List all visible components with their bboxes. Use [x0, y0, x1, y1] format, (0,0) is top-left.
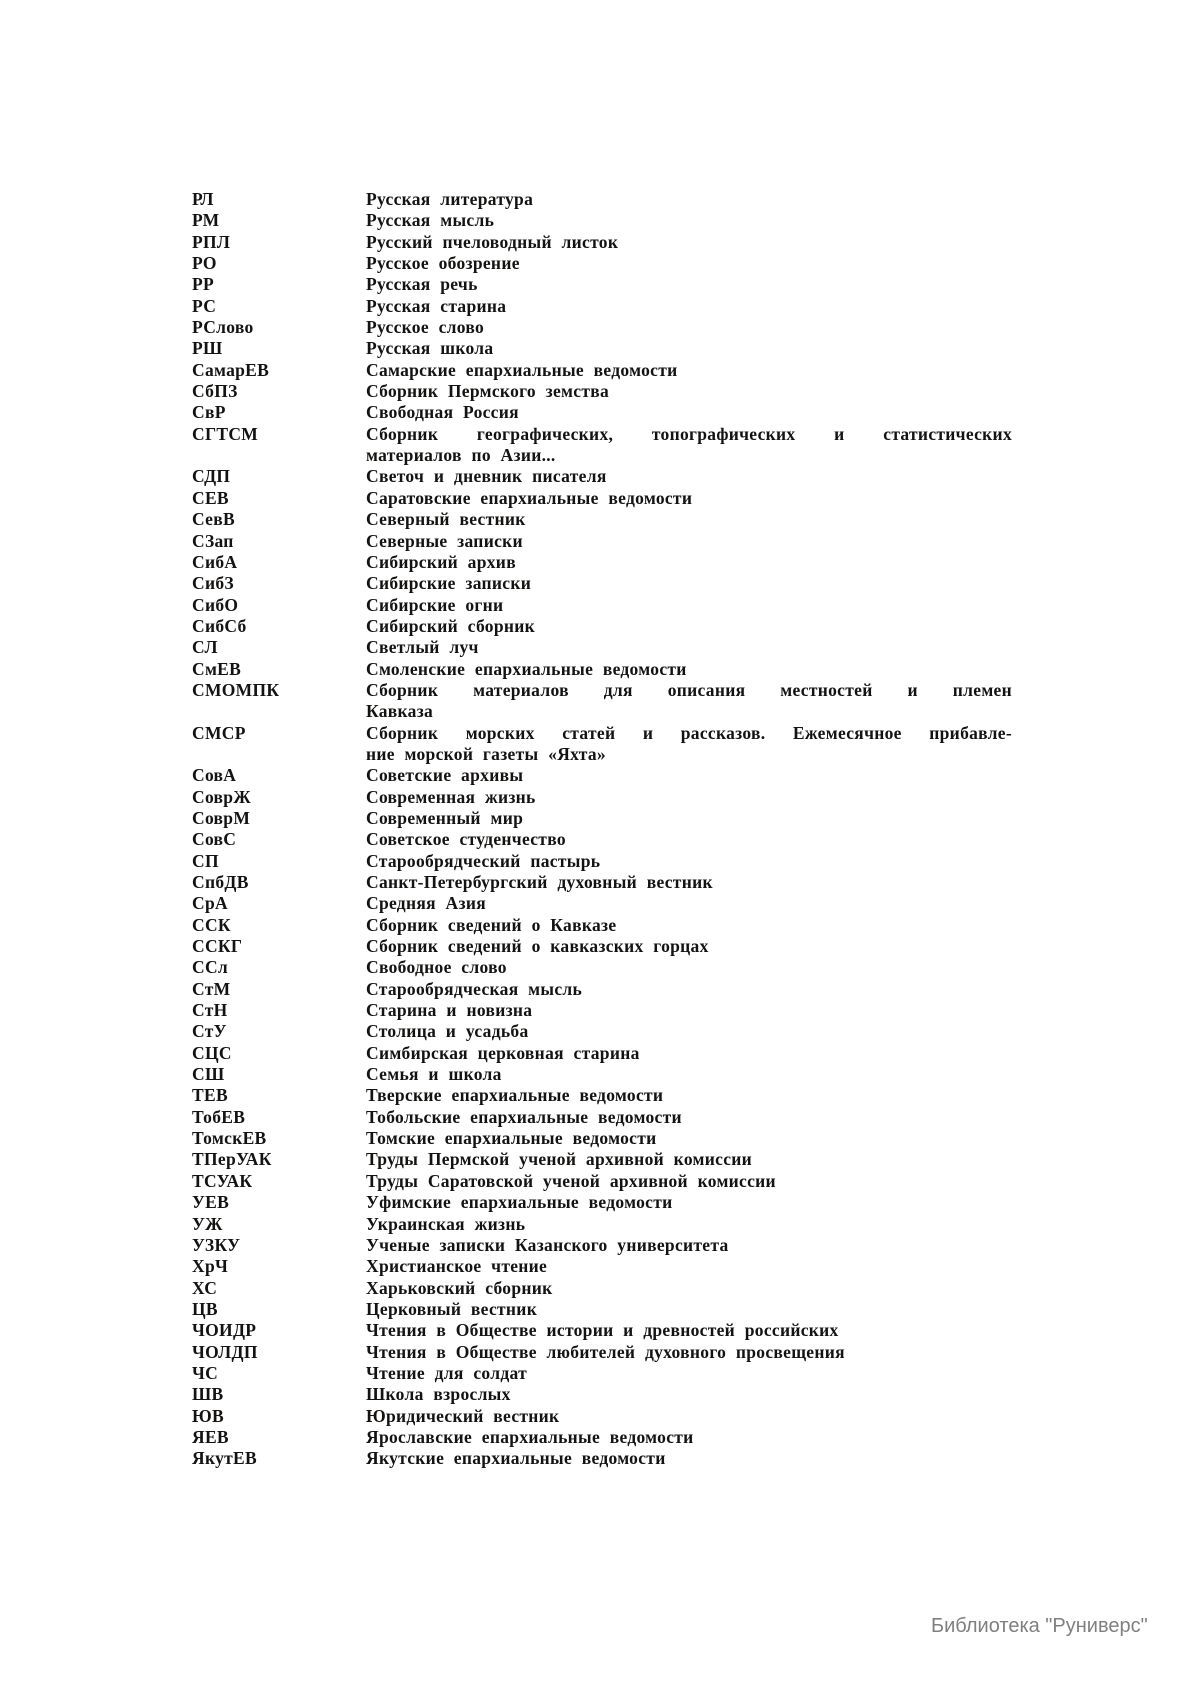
abbreviation-definition — [366, 1235, 1012, 1256]
definition-line: Русская мысль — [366, 210, 495, 231]
abbreviation-code: ЧОИДР — [192, 1320, 257, 1341]
abbreviation-code: РО — [192, 253, 217, 274]
abbreviation-definition — [366, 893, 1012, 914]
abbreviation-definition — [366, 1342, 1012, 1363]
definition-line: Смоленские епархиальные ведомости — [366, 658, 687, 679]
definition-line: Кавказа — [366, 701, 434, 722]
abbreviation-code: ЧОЛДП — [192, 1341, 258, 1362]
abbreviation-row — [192, 531, 1012, 552]
abbreviation-row — [192, 1256, 1012, 1277]
abbreviation-code: ХС — [192, 1277, 218, 1298]
abbreviation-code: ТомскЕВ — [192, 1128, 267, 1149]
abbreviation-row — [192, 936, 1012, 957]
abbreviation-code: УЖ — [192, 1213, 223, 1234]
definition-line: Светлый луч — [366, 637, 479, 658]
abbreviation-code: ССл — [192, 957, 228, 978]
abbreviation-code: РПЛ — [192, 231, 231, 252]
abbreviation-row — [192, 1342, 1012, 1363]
abbreviation-row — [192, 232, 1012, 253]
abbreviation-code: СоврЖ — [192, 786, 251, 807]
definition-line: Украинская жизнь — [366, 1213, 526, 1234]
abbreviation-code: СГТСМ — [192, 423, 259, 444]
abbreviation-code: УЗКУ — [192, 1234, 241, 1255]
abbreviation-definition — [366, 402, 1012, 423]
abbreviation-row — [192, 787, 1012, 808]
abbreviation-definition — [366, 851, 1012, 872]
definition-line: Сборник морских статей и рассказов. Ежемесячное прибавле- — [366, 722, 1012, 743]
abbreviation-row — [192, 851, 1012, 872]
abbreviation-row — [192, 765, 1012, 786]
abbreviation-definition — [366, 1085, 1012, 1106]
abbreviation-definition — [366, 829, 1012, 850]
definition-line: Семья и школа — [366, 1064, 502, 1085]
definition-line: Сборник сведений о Кавказе — [366, 914, 617, 935]
definition-line: Советское студенчество — [366, 829, 566, 850]
abbreviation-code: СтН — [192, 1000, 228, 1021]
abbreviation-definition — [366, 210, 1012, 231]
abbreviation-definition — [366, 189, 1012, 210]
abbreviation-row — [192, 1214, 1012, 1235]
definition-line: Санкт-Петербургский духовный вестник — [366, 872, 713, 892]
abbreviation-code: РР — [192, 274, 214, 295]
definition-line: Тобольские епархиальные ведомости — [366, 1106, 682, 1127]
abbreviation-row — [192, 1171, 1012, 1192]
abbreviation-code: ТЕВ — [192, 1085, 228, 1106]
abbreviation-code: ТПерУАК — [192, 1149, 272, 1170]
definition-line: Харьковский сборник — [366, 1277, 553, 1298]
abbreviation-definition — [366, 573, 1012, 594]
abbreviation-definition — [366, 1043, 1012, 1064]
abbreviation-definition — [366, 872, 1012, 893]
abbreviation-code: СШ — [192, 1064, 225, 1085]
abbreviation-row — [192, 466, 1012, 487]
abbreviation-definition — [366, 915, 1012, 936]
abbreviation-definition — [366, 1192, 1012, 1213]
abbreviation-row — [192, 723, 1012, 766]
abbreviation-code: СЛ — [192, 637, 218, 658]
abbreviation-code: СМСР — [192, 722, 246, 743]
abbreviation-code: РЛ — [192, 189, 214, 209]
abbreviation-definition — [366, 466, 1012, 487]
abbreviation-row — [192, 659, 1012, 680]
abbreviation-code: ЧС — [192, 1362, 219, 1383]
definition-line: Русская школа — [366, 338, 494, 359]
abbreviation-row — [192, 1064, 1012, 1085]
abbreviation-row — [192, 296, 1012, 317]
definition-line: Ярославские епархиальные ведомости — [366, 1426, 694, 1447]
abbreviation-definition — [366, 424, 1012, 467]
abbreviation-row — [192, 1128, 1012, 1149]
abbreviation-definition — [366, 531, 1012, 552]
abbreviation-row — [192, 509, 1012, 530]
abbreviation-code: СевВ — [192, 509, 235, 530]
abbreviation-code: РС — [192, 295, 217, 316]
abbreviation-row — [192, 1192, 1012, 1213]
abbreviation-definition — [366, 680, 1012, 723]
abbreviation-code: ЯкутЕВ — [192, 1448, 257, 1469]
definition-line: Юридический вестник — [366, 1405, 560, 1426]
definition-line: Церковный вестник — [366, 1298, 538, 1319]
abbreviation-code: ШВ — [192, 1384, 224, 1405]
abbreviation-code: ССКГ — [192, 936, 243, 957]
abbreviation-row — [192, 957, 1012, 978]
definition-line: Томские епархиальные ведомости — [366, 1128, 657, 1149]
definition-line: Старообрядческая мысль — [366, 978, 583, 999]
abbreviation-definition — [366, 1171, 1012, 1192]
abbreviation-code: СибА — [192, 551, 238, 572]
definition-line: Сборник материалов для описания местностей и племен — [366, 679, 1012, 700]
abbreviation-code: СЕВ — [192, 487, 229, 508]
definition-line: Сибирские записки — [366, 573, 532, 594]
abbreviation-definition — [366, 723, 1012, 766]
definition-line: Свободная Россия — [366, 402, 519, 423]
runivers-watermark: Библиотека "Руниверс" — [931, 1615, 1148, 1637]
abbreviation-definition — [366, 338, 1012, 359]
definition-line: Русское обозрение — [366, 253, 520, 274]
definition-line: Чтения в Обществе любителей духовного просвещения — [366, 1341, 845, 1362]
abbreviation-code: УЕВ — [192, 1192, 230, 1213]
abbreviation-row — [192, 488, 1012, 509]
definition-line: Русское слово — [366, 317, 485, 338]
definition-line: Сибирский архив — [366, 551, 516, 572]
abbreviation-code: СмЕВ — [192, 658, 242, 679]
abbreviation-list — [192, 189, 1012, 1470]
abbreviation-row — [192, 573, 1012, 594]
abbreviation-definition — [366, 787, 1012, 808]
abbreviation-row — [192, 1085, 1012, 1106]
abbreviation-definition — [366, 1427, 1012, 1448]
abbreviation-definition — [366, 1064, 1012, 1085]
abbreviation-code: ТСУАК — [192, 1170, 253, 1191]
abbreviation-definition — [366, 616, 1012, 637]
abbreviation-definition — [366, 381, 1012, 402]
abbreviation-definition — [366, 1363, 1012, 1384]
abbreviation-code: СДП — [192, 466, 231, 487]
definition-line: Христианское чтение — [366, 1256, 548, 1277]
definition-line: Сибирские огни — [366, 594, 504, 615]
abbreviation-definition — [366, 253, 1012, 274]
definition-line: Сборник географических, топографических и статистических — [366, 423, 1012, 444]
abbreviation-row — [192, 317, 1012, 338]
abbreviation-code: ЯЕВ — [192, 1426, 229, 1447]
abbreviation-definition — [366, 488, 1012, 509]
abbreviation-code: СбПЗ — [192, 381, 238, 402]
abbreviation-row — [192, 1363, 1012, 1384]
abbreviation-code: ССК — [192, 914, 231, 935]
abbreviation-code: ЦВ — [192, 1298, 218, 1319]
abbreviation-row — [192, 637, 1012, 658]
abbreviation-row — [192, 893, 1012, 914]
definition-line: Чтение для солдат — [366, 1362, 527, 1383]
definition-line: Северный вестник — [366, 509, 526, 530]
abbreviation-row — [192, 1107, 1012, 1128]
abbreviation-code: РШ — [192, 338, 223, 359]
abbreviation-row — [192, 808, 1012, 829]
definition-line: Русская литература — [366, 189, 534, 209]
definition-line: Северные записки — [366, 530, 523, 551]
abbreviation-row — [192, 552, 1012, 573]
definition-line: Уфимские епархиальные ведомости — [366, 1192, 673, 1213]
definition-line: Русская старина — [366, 295, 507, 316]
abbreviation-code: СибЗ — [192, 573, 234, 594]
definition-line: Современный мир — [366, 807, 524, 828]
abbreviation-definition — [366, 317, 1012, 338]
abbreviation-code: СпбДВ — [192, 872, 249, 892]
definition-line: Старообрядческий пастырь — [366, 850, 601, 871]
definition-line: Столица и усадьба — [366, 1021, 529, 1042]
abbreviation-row — [192, 1427, 1012, 1448]
abbreviation-code: РМ — [192, 210, 220, 231]
abbreviation-definition — [366, 1256, 1012, 1277]
abbreviation-row — [192, 381, 1012, 402]
definition-line: Современная жизнь — [366, 786, 536, 807]
abbreviation-row — [192, 1000, 1012, 1021]
abbreviation-row — [192, 680, 1012, 723]
definition-line: Средняя Азия — [366, 893, 486, 914]
definition-line: Русская речь — [366, 274, 478, 295]
abbreviation-definition — [366, 659, 1012, 680]
abbreviation-definition — [366, 1107, 1012, 1128]
abbreviation-definition — [366, 1021, 1012, 1042]
abbreviation-row — [192, 189, 1012, 210]
abbreviation-code: СибО — [192, 594, 239, 615]
abbreviation-definition — [366, 595, 1012, 616]
abbreviation-definition — [366, 274, 1012, 295]
abbreviation-row — [192, 1406, 1012, 1427]
definition-line: Саратовские епархиальные ведомости — [366, 487, 693, 508]
abbreviation-definition — [366, 1000, 1012, 1021]
abbreviation-row — [192, 253, 1012, 274]
abbreviation-row — [192, 1021, 1012, 1042]
abbreviation-code: ТобЕВ — [192, 1106, 246, 1127]
abbreviation-code: ЮВ — [192, 1405, 224, 1426]
abbreviation-definition — [366, 509, 1012, 530]
abbreviation-definition — [366, 1149, 1012, 1170]
abbreviation-code: СтУ — [192, 1021, 227, 1042]
definition-line: Чтения в Обществе истории и древностей российских — [366, 1320, 839, 1341]
abbreviation-row — [192, 402, 1012, 423]
abbreviation-code: СовС — [192, 829, 237, 850]
abbreviation-row — [192, 1448, 1012, 1469]
abbreviation-code: СМОМПК — [192, 679, 280, 700]
abbreviation-definition — [366, 808, 1012, 829]
abbreviation-row — [192, 1235, 1012, 1256]
definition-line: Советские архивы — [366, 765, 524, 786]
abbreviation-code: СовА — [192, 765, 237, 786]
abbreviation-definition — [366, 637, 1012, 658]
definition-line: Тверские епархиальные ведомости — [366, 1085, 664, 1106]
abbreviation-code: РСлово — [192, 317, 254, 338]
abbreviation-code: СЗап — [192, 530, 234, 551]
abbreviation-code: СоврМ — [192, 807, 251, 828]
abbreviation-definition — [366, 552, 1012, 573]
abbreviation-definition — [366, 296, 1012, 317]
abbreviation-definition — [366, 1214, 1012, 1235]
abbreviation-row — [192, 274, 1012, 295]
abbreviation-code: СЦС — [192, 1042, 232, 1063]
abbreviation-definition — [366, 765, 1012, 786]
abbreviation-definition — [366, 936, 1012, 957]
abbreviation-definition — [366, 1278, 1012, 1299]
abbreviation-definition — [366, 1299, 1012, 1320]
definition-line: Труды Пермской ученой архивной комиссии — [366, 1149, 753, 1170]
abbreviation-row — [192, 338, 1012, 359]
abbreviation-code: СамарЕВ — [192, 359, 270, 380]
abbreviation-row — [192, 616, 1012, 637]
abbreviation-code: СтМ — [192, 978, 231, 999]
abbreviation-row — [192, 1043, 1012, 1064]
definition-line: Ученые записки Казанского университета — [366, 1234, 729, 1255]
abbreviation-definition — [366, 957, 1012, 978]
abbreviation-row — [192, 595, 1012, 616]
abbreviation-row — [192, 915, 1012, 936]
abbreviation-definition — [366, 1320, 1012, 1341]
abbreviation-definition — [366, 232, 1012, 253]
abbreviation-row — [192, 829, 1012, 850]
abbreviation-definition — [366, 1406, 1012, 1427]
abbreviation-definition — [366, 1448, 1012, 1469]
abbreviation-definition — [366, 360, 1012, 381]
definition-line: Светоч и дневник писателя — [366, 466, 607, 487]
definition-line: Симбирская церковная старина — [366, 1042, 640, 1063]
definition-line: Русский пчеловодный листок — [366, 231, 619, 252]
abbreviation-row — [192, 1278, 1012, 1299]
abbreviation-code: СрА — [192, 893, 228, 914]
abbreviation-row — [192, 1384, 1012, 1405]
definition-line: материалов по Азии... — [366, 445, 556, 466]
abbreviation-code: СвР — [192, 402, 226, 423]
definition-line: Сборник сведений о кавказских горцах — [366, 936, 709, 957]
abbreviation-row — [192, 872, 1012, 893]
definition-line: Сибирский сборник — [366, 615, 536, 636]
definition-line: Старина и новизна — [366, 1000, 533, 1021]
definition-line: Свободное слово — [366, 957, 507, 978]
definition-line: Труды Саратовской ученой архивной комиссии — [366, 1170, 776, 1191]
abbreviation-row — [192, 210, 1012, 231]
definition-line: Самарские епархиальные ведомости — [366, 359, 678, 380]
definition-line: Сборник Пермского земства — [366, 381, 610, 402]
definition-line: Школа взрослых — [366, 1384, 511, 1405]
definition-line: ние морской газеты «Яхта» — [366, 743, 606, 764]
abbreviation-code: СП — [192, 850, 219, 871]
abbreviation-code: ХрЧ — [192, 1256, 229, 1277]
definition-line: Якутские епархиальные ведомости — [366, 1448, 666, 1469]
abbreviation-definition — [366, 1128, 1012, 1149]
abbreviation-definition — [366, 979, 1012, 1000]
abbreviation-row — [192, 424, 1012, 467]
abbreviation-row — [192, 1320, 1012, 1341]
abbreviation-row — [192, 1299, 1012, 1320]
abbreviation-definition — [366, 1384, 1012, 1405]
abbreviation-row — [192, 1149, 1012, 1170]
abbreviation-row — [192, 360, 1012, 381]
abbreviation-row — [192, 979, 1012, 1000]
abbreviation-code: СибСб — [192, 615, 247, 636]
